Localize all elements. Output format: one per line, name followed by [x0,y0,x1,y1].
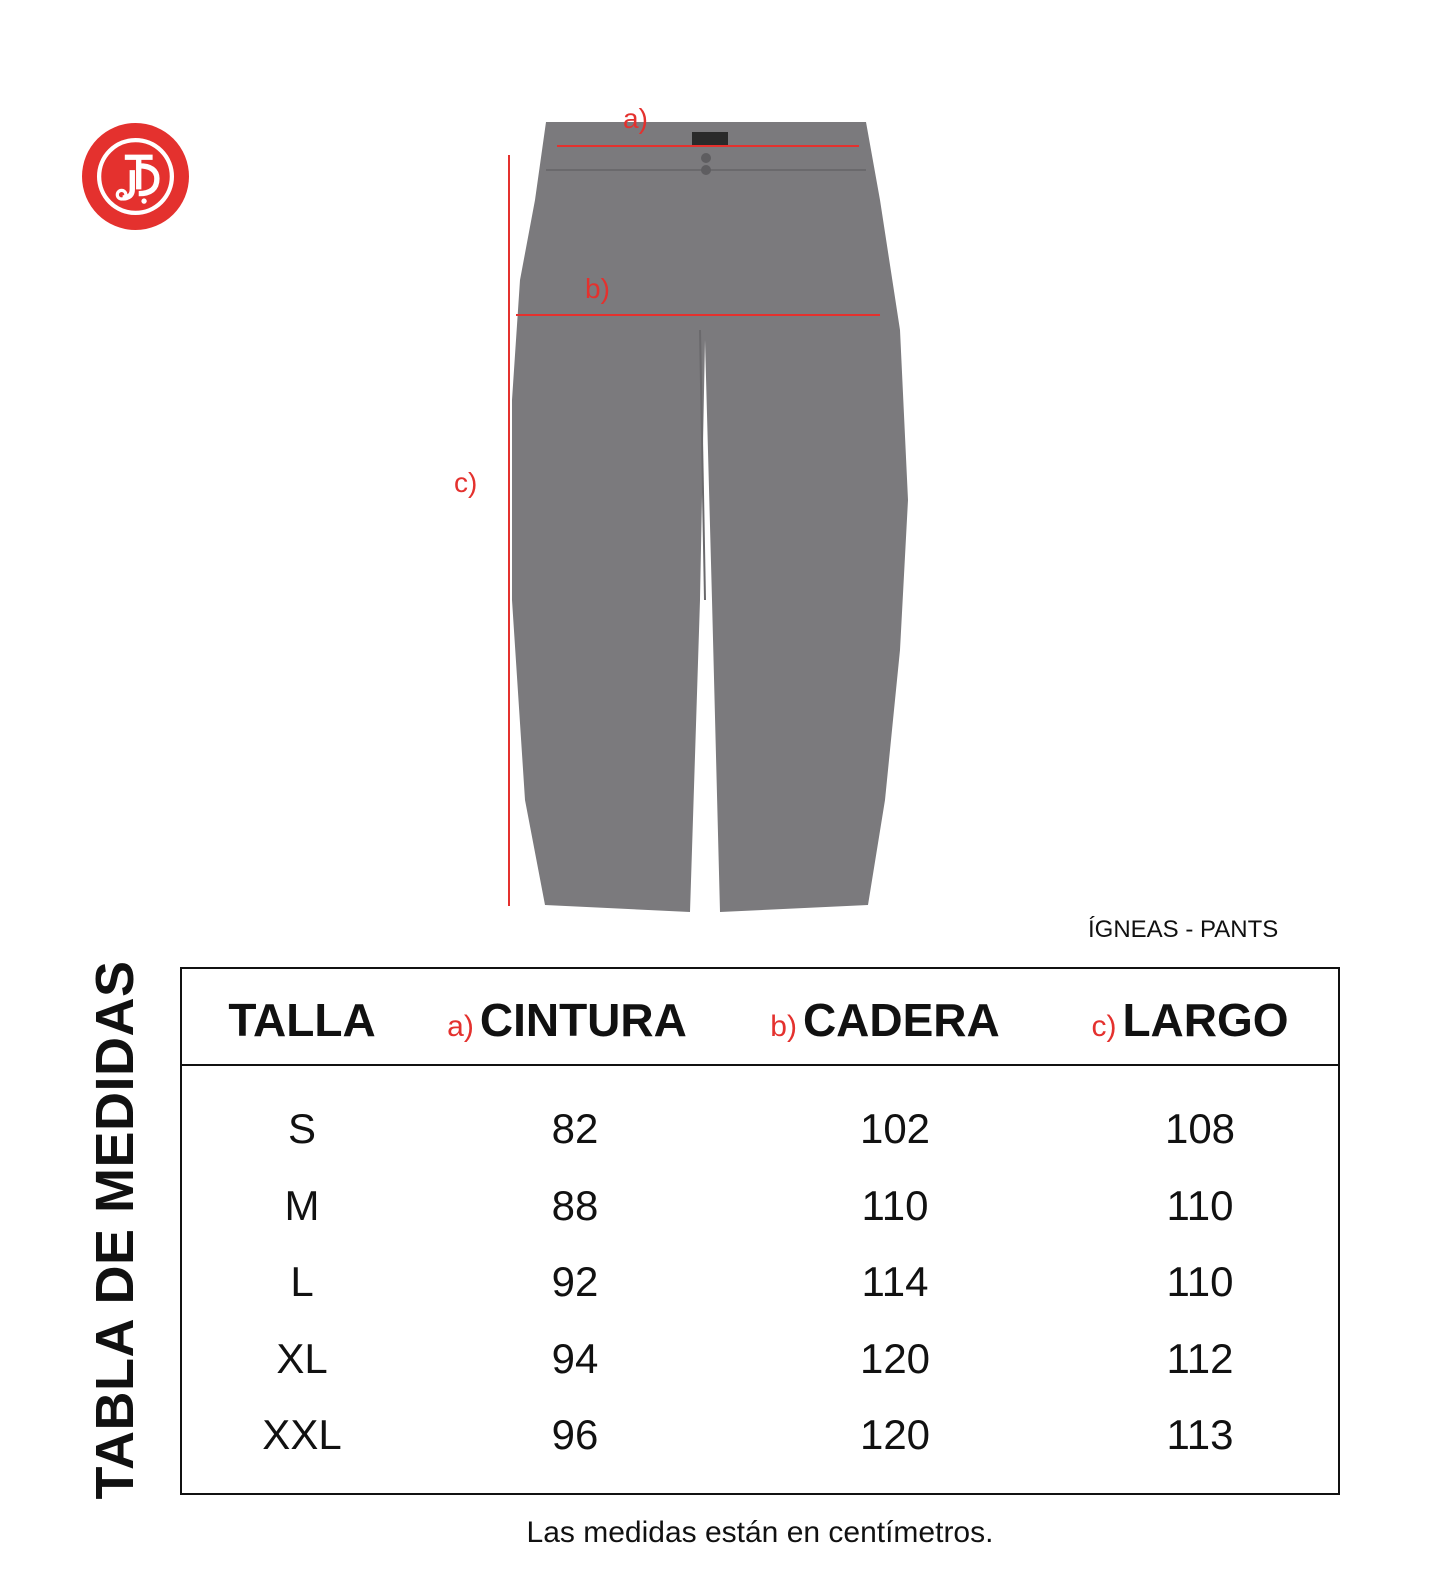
table-cell: 110 [1166,1258,1234,1305]
units-note: Las medidas están en centímetros. [526,1516,994,1549]
table-cell: 114 [861,1258,929,1305]
label-c: c) [454,467,478,498]
table-cell: 94 [551,1334,599,1382]
table-cell: 102 [859,1105,931,1152]
header-largo: c) LARGO [1091,994,1289,1046]
size-table [180,967,1340,1495]
table-cell: 82 [551,1105,599,1152]
table-row [182,1105,1338,1175]
table-cell: XL [276,1334,328,1382]
table-row [182,1411,1338,1481]
table-cell: 112 [1166,1334,1234,1382]
label-a: a) [623,103,648,134]
table-cell: 120 [859,1411,931,1458]
table-row [182,1335,1338,1405]
table-header [182,969,1338,1066]
table-cell: 92 [551,1258,599,1305]
pants-image [440,100,940,940]
table-cell: M [284,1181,320,1229]
table-cell: 120 [859,1334,931,1382]
brand-logo-icon [82,123,189,230]
label-b: b) [585,273,610,304]
table-cell: 108 [1164,1105,1236,1152]
table-row [182,1182,1338,1252]
chart-title: TABLA DE MEDIDAS [85,960,145,1500]
table-cell: 88 [551,1181,599,1229]
table-cell: 113 [1166,1411,1234,1458]
table-row [182,1258,1338,1328]
product-name: ÍGNEAS - PANTS [1088,916,1279,943]
table-cell: XXL [262,1411,342,1458]
header-cintura: a) CINTURA [447,994,687,1046]
table-cell: 110 [1166,1181,1234,1229]
table-cell: 110 [861,1181,929,1229]
table-cell: 96 [551,1411,599,1458]
header-cadera: b) CADERA [770,994,1000,1046]
table-cell: S [287,1105,317,1152]
header-talla: TALLA [228,994,376,1046]
table-cell: L [290,1258,314,1305]
